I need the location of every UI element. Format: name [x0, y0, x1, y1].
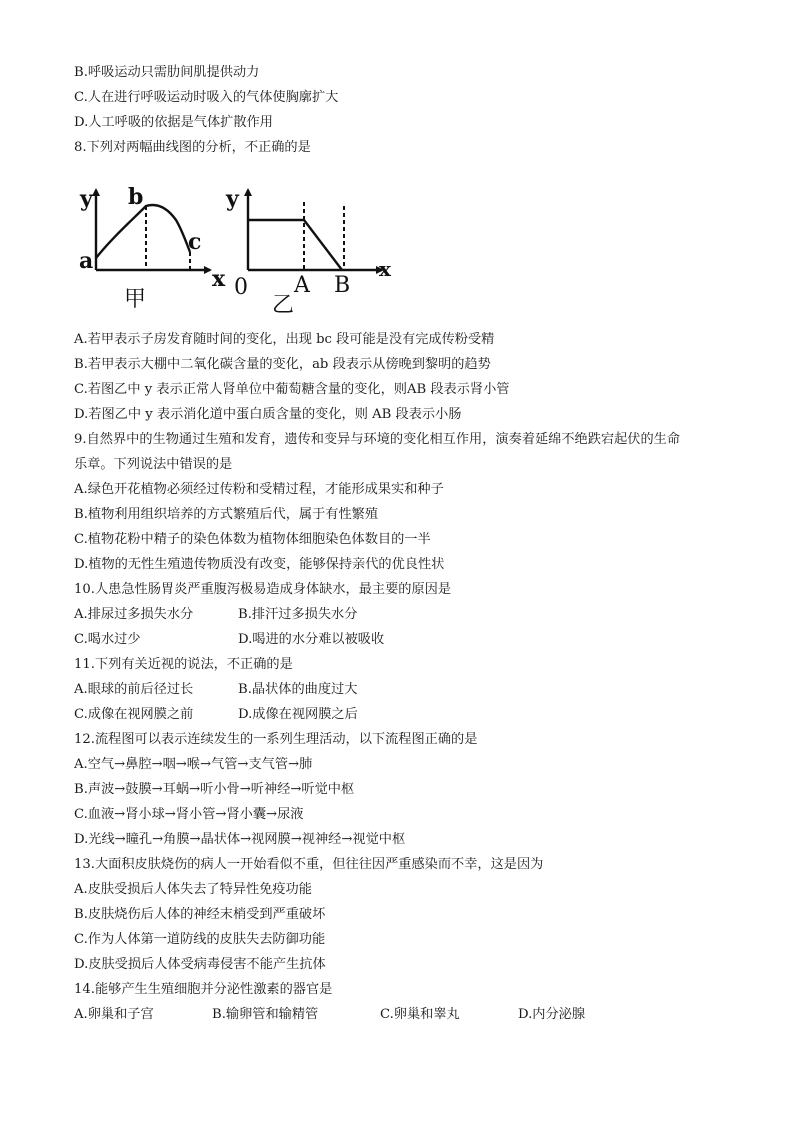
q14-option-a: A.卵巢和子宫 — [74, 1007, 154, 1022]
q8-option-c: C.若图乙中 y 表示正常人肾单位中葡萄糖含量的变化，则AB 段表示肾小管 — [74, 382, 510, 397]
q11-stem: 11.下列有关近视的说法，不正确的是 — [74, 657, 293, 672]
yi-x-label: x — [379, 257, 391, 281]
jia-curve — [96, 205, 190, 258]
q11-option-d: D.成像在视网膜之后 — [238, 707, 358, 722]
yi-point-B: B — [334, 273, 351, 298]
q9-option-c: C.植物花粉中精子的染色体数为植物体细胞染色体数目的一半 — [74, 532, 431, 547]
q10-option-a: A.排尿过多损失水分 — [74, 607, 194, 622]
yi-y-label: y — [226, 186, 239, 212]
q9-stem-line2: 乐章。下列说法中错误的是 — [74, 457, 233, 472]
yi-curve — [248, 220, 342, 270]
q12-option-c: C.血液→肾小球→肾小管→肾小囊→尿液 — [74, 807, 304, 822]
q12-option-b: B.声波→鼓膜→耳蜗→听小骨→听神经→听觉中枢 — [74, 782, 355, 797]
q12-stem: 12.流程图可以表示连续发生的一系列生理活动，以下流程图正确的是 — [74, 732, 478, 747]
q8-option-a: A.若甲表示子房发育随时间的变化，出现 bc 段可能是没有完成传粉受精 — [74, 332, 495, 347]
q10-stem: 10.人患急性肠胃炎严重腹泻极易造成身体缺水，最主要的原因是 — [74, 582, 452, 597]
q8-option-d: D.若图乙中 y 表示消化道中蛋白质含量的变化，则 AB 段表示小肠 — [74, 407, 462, 422]
q11-option-c: C.成像在视网膜之前 — [74, 707, 194, 722]
q13-option-a: A.皮肤受损后人体失去了特异性免疫功能 — [74, 882, 312, 897]
q13-option-b: B.皮肤烧伤后人体的神经末梢受到严重破坏 — [74, 907, 326, 922]
yi-caption: 乙 — [272, 293, 295, 318]
yi-origin: 0 — [234, 275, 248, 300]
curve-figures — [74, 176, 394, 321]
q8-stem: 8.下列对两幅曲线图的分析，不正确的是 — [74, 140, 311, 155]
q13-stem: 13.大面积皮肤烧伤的病人一开始看似不重，但往往因严重感染而不幸，这是因为 — [74, 857, 544, 872]
q14-option-d: D.内分泌腺 — [518, 1007, 586, 1022]
q11-option-a: A.眼球的前后径过长 — [74, 682, 194, 697]
yi-point-A: A — [294, 273, 310, 298]
graph-jia — [79, 184, 226, 312]
q10-option-c: C.喝水过少 — [74, 632, 141, 647]
q9-option-a: A.绿色开花植物必须经过传粉和受精过程，才能形成果实和种子 — [74, 482, 444, 497]
q7-option-b: B.呼吸运动只需肋间肌提供动力 — [74, 65, 260, 80]
jia-caption: 甲 — [124, 287, 147, 312]
q14-option-c: C.卵巢和睾丸 — [380, 1007, 460, 1022]
q7-option-d: D.人工呼吸的依据是气体扩散作用 — [74, 115, 273, 130]
jia-x-label: x — [212, 266, 226, 292]
q12-option-d: D.光线→瞳孔→角膜→晶状体→视网膜→视神经→视觉中枢 — [74, 832, 406, 847]
jia-point-a: a — [79, 248, 94, 274]
curve-figures-svg — [74, 176, 394, 321]
q8-option-b: B.若甲表示大棚中二氧化碳含量的变化，ab 段表示从傍晚到黎明的趋势 — [74, 357, 491, 372]
graph-yi — [225, 186, 392, 318]
q9-stem-line1: 9.自然界中的生物通过生殖和发育，遗传和变异与环境的变化相互作用，演奏着延绵不绝跌宕起伏的生命 — [74, 432, 681, 447]
q7-option-c: C.人在进行呼吸运动时吸入的气体使胸廓扩大 — [74, 90, 339, 105]
q13-option-d: D.皮肤受损后人体受病毒侵害不能产生抗体 — [74, 957, 326, 972]
q11-option-b: B.晶状体的曲度过大 — [238, 682, 358, 697]
q9-option-d: D.植物的无性生殖遗传物质没有改变，能够保持亲代的优良性状 — [74, 557, 445, 572]
jia-y-label: y — [80, 186, 93, 212]
jia-point-b: b — [128, 184, 144, 210]
q14-option-b: B.输卵管和输精管 — [212, 1007, 319, 1022]
jia-point-c: c — [188, 229, 202, 255]
q10-option-b: B.排汗过多损失水分 — [238, 607, 358, 622]
q12-option-a: A.空气→鼻腔→咽→喉→气管→支气管→肺 — [74, 757, 313, 772]
q10-option-d: D.喝进的水分难以被吸收 — [238, 632, 385, 647]
q9-option-b: B.植物利用组织培养的方式繁殖后代，属于有性繁殖 — [74, 507, 379, 522]
q13-option-c: C.作为人体第一道防线的皮肤失去防御功能 — [74, 932, 326, 947]
q14-stem: 14.能够产生生殖细胞并分泌性激素的器官是 — [74, 982, 333, 997]
